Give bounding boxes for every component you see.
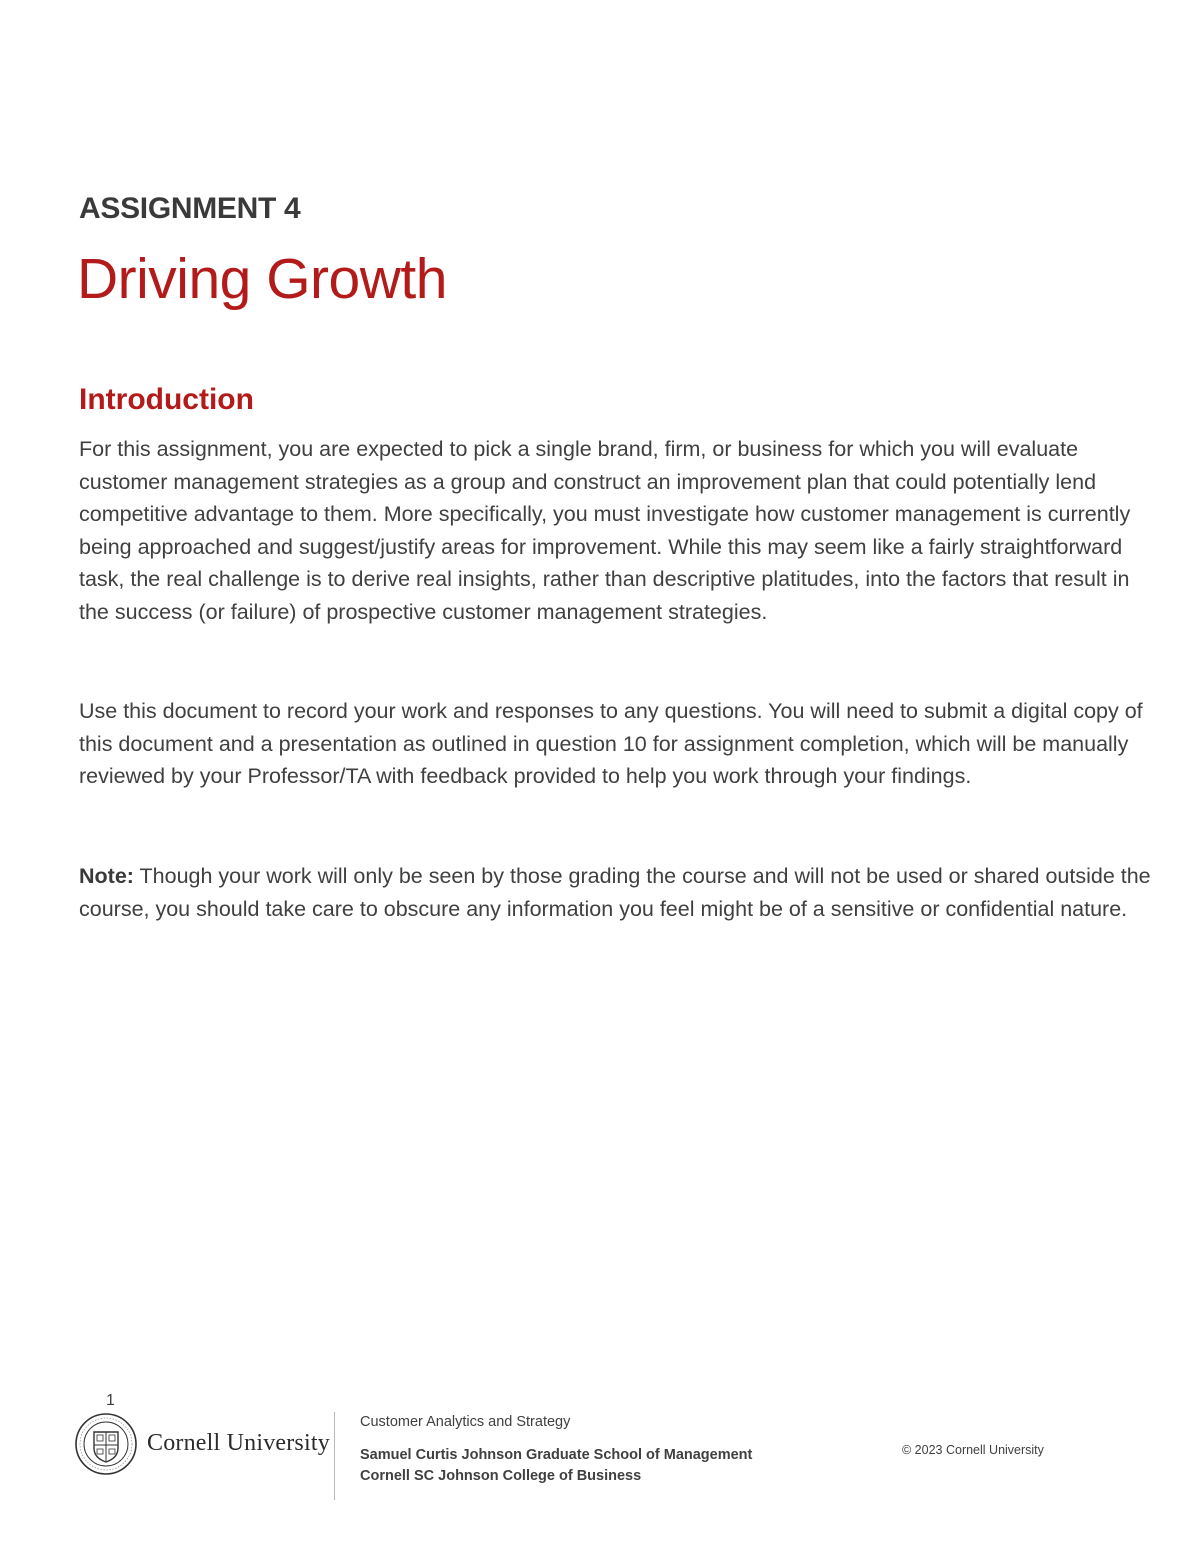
cornell-seal-icon (74, 1412, 138, 1476)
page-title: Driving Growth (77, 247, 447, 311)
note-paragraph (79, 860, 1159, 925)
footer-divider (334, 1412, 335, 1500)
page-number: 1 (106, 1392, 115, 1409)
introduction-heading: Introduction (79, 383, 254, 416)
footer-college-name: Cornell SC Johnson College of Business (360, 1468, 642, 1484)
copyright-notice: © 2023 Cornell University (902, 1443, 1044, 1457)
intro-paragraph-2: Use this document to record your work and responses to any questions. You will need to submit a digital copy of this document and a presentation as outlined in question 10 for assignment completion, which will be manually reviewed by your Professor/TA with feedback provided to help you work through your findings. (79, 699, 1143, 789)
intro-paragraph-1: For this assignment, you are expected to pick a single brand, firm, or business for which you will evaluate customer management strategies as a group and construct an improvement plan that could potentially lend competitive advantage to them. More specifically, you must investigate how customer management is currently being approached and suggest/justify areas for improvement. While this may seem like a fairly straightforward task, the real challenge is to derive real insights, rather than descriptive platitudes, into the factors that result in the success (or failure) of prospective customer management strategies. (79, 437, 1131, 624)
assignment-number: ASSIGNMENT 4 (79, 192, 301, 225)
footer-course-name: Customer Analytics and Strategy (360, 1414, 571, 1430)
note-text: Though your work will only be seen by those grading the course and will not be used or shared outside the course, you should take care to obscure any information you feel might be of a sensitive or confidential nature. (79, 864, 1151, 921)
footer-school-name: Samuel Curtis Johnson Graduate School of Management (360, 1447, 753, 1463)
university-wordmark: Cornell University (147, 1430, 330, 1456)
note-label: Note: (79, 864, 134, 888)
